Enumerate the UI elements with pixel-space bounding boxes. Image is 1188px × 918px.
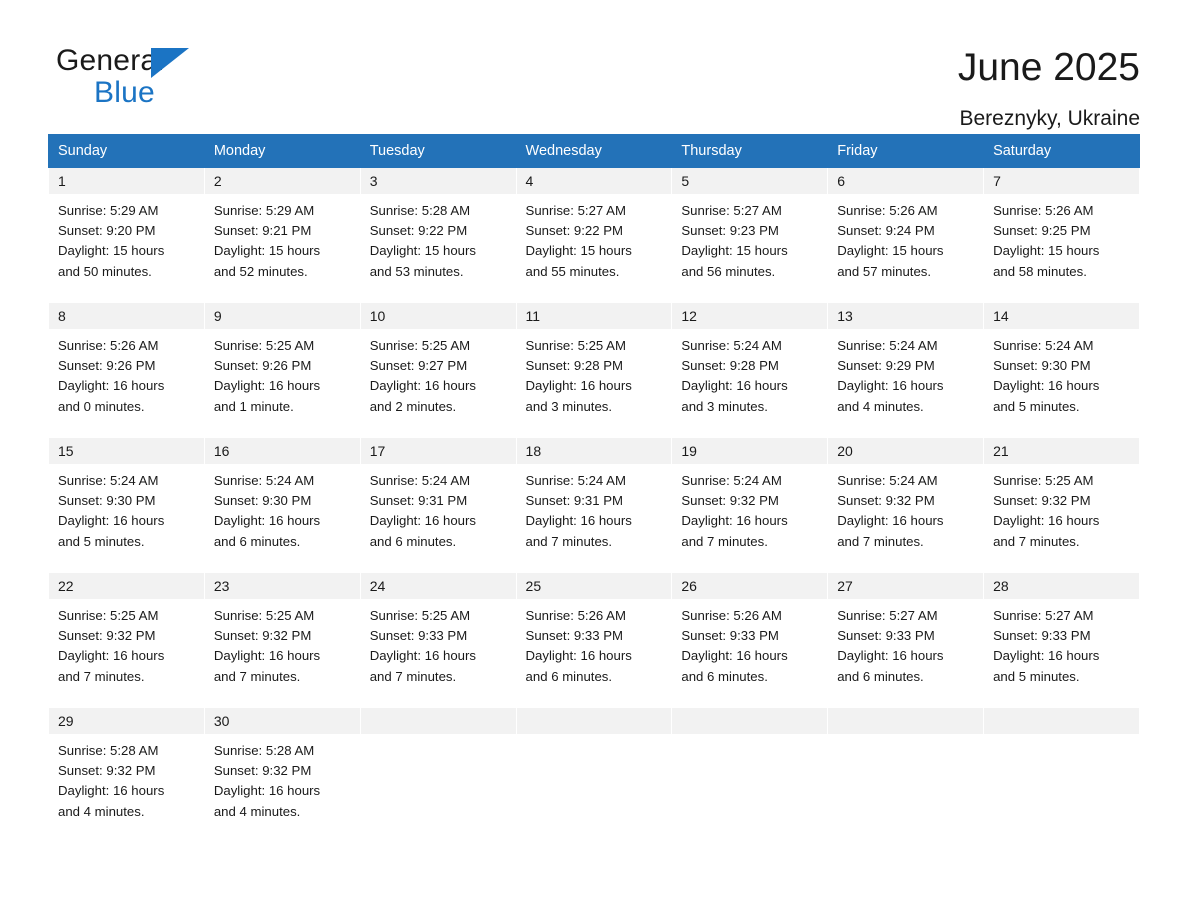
daylight-text-line2: and 7 minutes. [681,533,768,549]
sunset-text: Sunset: 9:23 PM [681,223,779,239]
calendar-week-row [49,708,1140,826]
day-number [984,708,1139,734]
daylight-text-line1: Daylight: 15 hours [681,243,788,259]
daylight-text-line2: and 2 minutes. [369,398,457,414]
sunrise-text: Sunrise: 5:25 AM [213,608,315,623]
daylight-text-line2: and 5 minutes. [993,668,1080,684]
sunset-text: Sunset: 9:32 PM [837,493,935,509]
sunrise-text: Sunrise: 5:26 AM [837,203,938,218]
daylight-text-line1: Daylight: 16 hours [525,513,632,529]
calendar-day-cell[interactable] [828,303,984,438]
generalblue-logo [56,46,206,108]
weekday-header-sunday: Sunday [49,135,205,168]
calendar-body [49,168,1140,826]
sunset-text: Sunset: 9:22 PM [369,223,468,239]
daylight-text-line1: Daylight: 16 hours [58,648,165,664]
weekday-header-tuesday: Tuesday [360,135,516,168]
daylight-text-line1: Daylight: 16 hours [837,513,944,529]
daylight-text-line2: and 6 minutes. [213,533,301,549]
sunset-text: Sunset: 9:29 PM [837,358,935,374]
page-header [0,0,1188,130]
sunrise-text: Sunrise: 5:27 AM [681,203,782,218]
calendar-day-cell[interactable] [984,573,1140,708]
day-details [49,734,204,822]
daylight-text-line2: and 4 minutes. [837,398,924,414]
day-details [361,329,516,417]
day-number: 28 [984,573,1139,599]
day-details [205,464,360,552]
sunrise-text: Sunrise: 5:26 AM [58,338,159,353]
daylight-text-line2: and 53 minutes. [369,263,464,279]
sunset-text: Sunset: 9:24 PM [837,223,935,239]
sunset-text: Sunset: 9:25 PM [993,223,1091,239]
day-number: 21 [984,438,1139,464]
daylight-text-line2: and 7 minutes. [369,668,457,684]
calendar-header-row [49,135,1140,168]
daylight-text-line1: Daylight: 15 hours [369,243,476,259]
sunrise-text: Sunrise: 5:24 AM [993,338,1094,353]
sunrise-text: Sunrise: 5:24 AM [837,473,938,488]
calendar-day-cell[interactable] [828,168,984,303]
sunrise-text: Sunrise: 5:29 AM [213,203,315,218]
day-number: 27 [828,573,983,599]
calendar-day-cell[interactable] [984,168,1140,303]
day-details [984,464,1139,552]
location-subtitle: Bereznyky, Ukraine [959,106,1140,130]
day-details [205,599,360,687]
calendar-cell-empty [828,708,984,826]
calendar-day-cell[interactable] [360,168,516,303]
calendar-day-cell[interactable] [204,168,360,303]
sunrise-text: Sunrise: 5:25 AM [993,473,1094,488]
daylight-text-line1: Daylight: 16 hours [681,378,788,394]
logo-text-general: General [56,44,165,77]
calendar-day-cell[interactable] [984,303,1140,438]
sunrise-text: Sunrise: 5:28 AM [58,743,159,758]
sunset-text: Sunset: 9:31 PM [525,493,624,509]
calendar-day-cell[interactable] [360,303,516,438]
calendar-day-cell[interactable] [516,303,672,438]
daylight-text-line1: Daylight: 15 hours [213,243,321,259]
weekday-header-friday: Friday [828,135,984,168]
day-number: 20 [828,438,983,464]
sunrise-text: Sunrise: 5:24 AM [681,338,782,353]
daylight-text-line2: and 7 minutes. [58,668,145,684]
day-number [361,708,516,734]
daylight-text-line2: and 57 minutes. [837,263,932,279]
calendar-day-cell[interactable] [204,573,360,708]
day-details [828,464,983,552]
day-number: 25 [517,573,672,599]
calendar-week-row [49,438,1140,573]
sunrise-text: Sunrise: 5:25 AM [525,338,626,353]
daylight-text-line2: and 6 minutes. [837,668,924,684]
weekday-header-thursday: Thursday [672,135,828,168]
sunset-text: Sunset: 9:28 PM [681,358,779,374]
day-details [672,194,827,282]
day-number: 2 [205,168,360,194]
calendar-table [48,134,1140,826]
calendar-day-cell[interactable] [516,168,672,303]
daylight-text-line2: and 3 minutes. [525,398,613,414]
sunrise-text: Sunrise: 5:24 AM [837,338,938,353]
day-number: 7 [984,168,1139,194]
day-details [49,464,204,552]
weekday-header-saturday: Saturday [984,135,1140,168]
sunset-text: Sunset: 9:32 PM [681,493,779,509]
daylight-text-line2: and 7 minutes. [837,533,924,549]
day-number: 15 [49,438,204,464]
calendar-cell-empty [984,708,1140,826]
day-number: 18 [517,438,672,464]
sunset-text: Sunset: 9:30 PM [993,358,1091,374]
day-number: 5 [672,168,827,194]
daylight-text-line1: Daylight: 16 hours [993,513,1100,529]
day-number [517,708,672,734]
day-details [984,599,1139,687]
daylight-text-line1: Daylight: 16 hours [993,378,1100,394]
daylight-text-line1: Daylight: 16 hours [58,378,165,394]
day-number: 22 [49,573,204,599]
weekday-header-wednesday: Wednesday [516,135,672,168]
daylight-text-line1: Daylight: 16 hours [213,648,321,664]
sunrise-text: Sunrise: 5:28 AM [213,743,315,758]
sunrise-text: Sunrise: 5:24 AM [58,473,159,488]
day-details [361,194,516,282]
day-details [361,599,516,687]
calendar-day-cell[interactable] [360,573,516,708]
sunset-text: Sunset: 9:22 PM [525,223,624,239]
daylight-text-line1: Daylight: 16 hours [369,513,476,529]
day-details [828,329,983,417]
sunset-text: Sunset: 9:32 PM [213,628,312,644]
daylight-text-line2: and 58 minutes. [993,263,1087,279]
sunrise-text: Sunrise: 5:26 AM [993,203,1094,218]
sunrise-text: Sunrise: 5:27 AM [525,203,626,218]
sunset-text: Sunset: 9:33 PM [525,628,624,644]
sunrise-text: Sunrise: 5:28 AM [369,203,471,218]
sunrise-text: Sunrise: 5:26 AM [681,608,782,623]
day-number: 6 [828,168,983,194]
daylight-text-line2: and 7 minutes. [993,533,1080,549]
day-number: 23 [205,573,360,599]
calendar-cell-empty [360,708,516,826]
calendar-day-cell[interactable] [672,168,828,303]
daylight-text-line1: Daylight: 16 hours [369,648,476,664]
day-number [672,708,827,734]
sunset-text: Sunset: 9:33 PM [993,628,1091,644]
daylight-text-line1: Daylight: 16 hours [525,378,632,394]
calendar-day-cell[interactable] [672,438,828,573]
day-details [517,194,672,282]
day-number: 24 [361,573,516,599]
sunset-text: Sunset: 9:32 PM [58,763,156,779]
sunrise-text: Sunrise: 5:24 AM [369,473,471,488]
daylight-text-line1: Daylight: 16 hours [837,648,944,664]
sunset-text: Sunset: 9:32 PM [213,763,312,779]
daylight-text-line2: and 6 minutes. [681,668,768,684]
calendar-week-row [49,168,1140,303]
day-details [517,599,672,687]
day-details [517,329,672,417]
calendar-day-cell[interactable] [516,438,672,573]
sunset-text: Sunset: 9:27 PM [369,358,468,374]
sunset-text: Sunset: 9:21 PM [213,223,312,239]
sunset-text: Sunset: 9:33 PM [837,628,935,644]
calendar-day-cell[interactable] [204,438,360,573]
daylight-text-line2: and 7 minutes. [213,668,301,684]
daylight-text-line2: and 55 minutes. [525,263,620,279]
daylight-text-line2: and 6 minutes. [369,533,457,549]
daylight-text-line1: Daylight: 16 hours [525,648,632,664]
sunset-text: Sunset: 9:20 PM [58,223,156,239]
sunset-text: Sunset: 9:30 PM [58,493,156,509]
day-details [828,599,983,687]
day-details [672,599,827,687]
sunset-text: Sunset: 9:33 PM [369,628,468,644]
sunrise-text: Sunrise: 5:24 AM [681,473,782,488]
calendar-day-cell[interactable] [204,303,360,438]
daylight-text-line1: Daylight: 16 hours [213,783,321,799]
calendar-day-cell[interactable] [49,168,205,303]
title-block [958,46,1140,130]
day-number: 14 [984,303,1139,329]
day-number: 3 [361,168,516,194]
calendar-day-cell[interactable] [49,573,205,708]
day-number: 8 [49,303,204,329]
day-number: 30 [205,708,360,734]
day-details [49,194,204,282]
daylight-text-line1: Daylight: 16 hours [837,378,944,394]
daylight-text-line1: Daylight: 15 hours [525,243,632,259]
weekday-header-monday: Monday [204,135,360,168]
daylight-text-line2: and 7 minutes. [525,533,613,549]
sunrise-text: Sunrise: 5:24 AM [525,473,626,488]
day-number: 10 [361,303,516,329]
page-title: June 2025 [957,46,1140,89]
daylight-text-line2: and 6 minutes. [525,668,613,684]
calendar-week-row [49,573,1140,708]
daylight-text-line1: Daylight: 16 hours [369,378,476,394]
sunset-text: Sunset: 9:26 PM [213,358,312,374]
sunset-text: Sunset: 9:32 PM [58,628,156,644]
calendar-day-cell[interactable] [984,438,1140,573]
day-number: 1 [49,168,204,194]
sunrise-text: Sunrise: 5:27 AM [837,608,938,623]
daylight-text-line2: and 4 minutes. [58,803,145,819]
sunset-text: Sunset: 9:31 PM [369,493,468,509]
logo-triangle-icon [151,48,189,78]
day-details [984,194,1139,282]
daylight-text-line1: Daylight: 16 hours [681,648,788,664]
calendar-day-cell[interactable] [49,438,205,573]
sunrise-text: Sunrise: 5:24 AM [213,473,315,488]
sunset-text: Sunset: 9:26 PM [58,358,156,374]
day-details [828,194,983,282]
calendar-day-cell[interactable] [672,573,828,708]
sunset-text: Sunset: 9:28 PM [525,358,624,374]
day-number [828,708,983,734]
day-details [361,464,516,552]
day-details [205,194,360,282]
daylight-text-line2: and 56 minutes. [681,263,776,279]
daylight-text-line1: Daylight: 16 hours [58,783,165,799]
sunrise-text: Sunrise: 5:26 AM [525,608,626,623]
day-details [49,599,204,687]
daylight-text-line1: Daylight: 15 hours [993,243,1100,259]
calendar-day-cell[interactable] [672,303,828,438]
sunset-text: Sunset: 9:30 PM [213,493,312,509]
calendar-day-cell[interactable] [204,708,360,826]
daylight-text-line2: and 0 minutes. [58,398,145,414]
day-details [672,329,827,417]
calendar-cell-empty [672,708,828,826]
calendar-cell-empty [516,708,672,826]
sunrise-text: Sunrise: 5:25 AM [369,338,471,353]
calendar-day-cell[interactable] [49,708,205,826]
daylight-text-line2: and 50 minutes. [58,263,152,279]
daylight-text-line1: Daylight: 15 hours [837,243,944,259]
day-details [984,329,1139,417]
day-number: 12 [672,303,827,329]
daylight-text-line1: Daylight: 16 hours [681,513,788,529]
daylight-text-line1: Daylight: 15 hours [58,243,165,259]
day-number: 9 [205,303,360,329]
day-number: 17 [361,438,516,464]
sunrise-text: Sunrise: 5:25 AM [213,338,315,353]
day-details [49,329,204,417]
day-details [672,464,827,552]
daylight-text-line1: Daylight: 16 hours [213,378,321,394]
daylight-text-line2: and 52 minutes. [213,263,308,279]
day-number: 16 [205,438,360,464]
day-details [205,329,360,417]
daylight-text-line1: Daylight: 16 hours [58,513,165,529]
daylight-text-line2: and 5 minutes. [993,398,1080,414]
sunrise-text: Sunrise: 5:25 AM [58,608,159,623]
day-number: 26 [672,573,827,599]
sunset-text: Sunset: 9:33 PM [681,628,779,644]
day-details [205,734,360,822]
calendar-day-cell[interactable] [828,573,984,708]
daylight-text-line2: and 5 minutes. [58,533,145,549]
day-number: 4 [517,168,672,194]
sunset-text: Sunset: 9:32 PM [993,493,1091,509]
daylight-text-line2: and 3 minutes. [681,398,768,414]
day-details [517,464,672,552]
calendar-day-cell[interactable] [828,438,984,573]
calendar-week-row [49,303,1140,438]
logo-text-blue: Blue [94,76,155,109]
sunrise-text: Sunrise: 5:27 AM [993,608,1094,623]
daylight-text-line2: and 1 minute. [213,398,294,414]
calendar-day-cell[interactable] [516,573,672,708]
day-number: 29 [49,708,204,734]
sunrise-text: Sunrise: 5:29 AM [58,203,159,218]
daylight-text-line2: and 4 minutes. [213,803,301,819]
sunrise-text: Sunrise: 5:25 AM [369,608,471,623]
day-number: 13 [828,303,983,329]
day-number: 19 [672,438,827,464]
calendar-day-cell[interactable] [360,438,516,573]
daylight-text-line1: Daylight: 16 hours [993,648,1100,664]
calendar-day-cell[interactable] [49,303,205,438]
day-number: 11 [517,303,672,329]
daylight-text-line1: Daylight: 16 hours [213,513,321,529]
